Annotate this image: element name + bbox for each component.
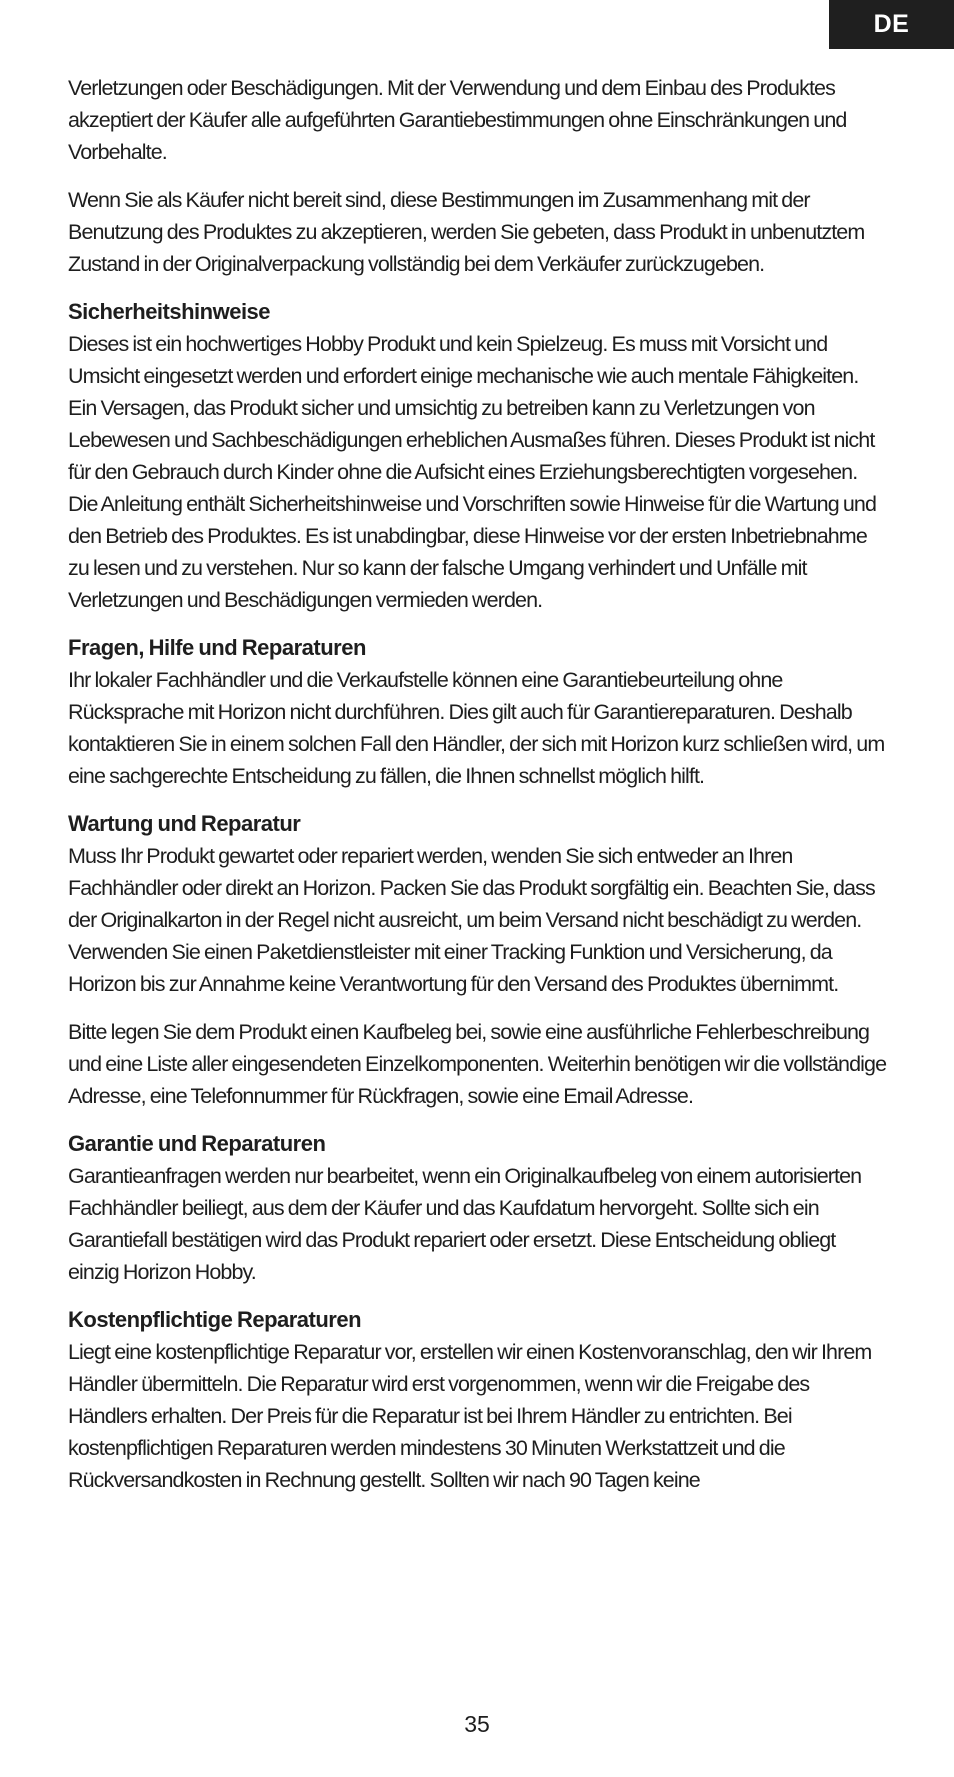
intro-paragraph-1: Verletzungen oder Beschädigungen. Mit der Verwendung und dem Einbau des Produktes akzeptiert der Käufer alle aufgeführten Garantiebestimmungen ohne Einschränkungen und Vorbehalte. (68, 76, 847, 164)
intro-paragraph-2: Wenn Sie als Käufer nicht bereit sind, diese Bestimmungen im Zusammenhang mit der Benutzung des Produktes zu akzeptieren, werden Sie gebeten, dass Produkt in unbenutztem Zustand in der Originalverpackung vollständig bei dem Verkäufer zurückzugeben. (68, 188, 865, 276)
section-heading-garantie-reparaturen: Garantie und Reparaturen (68, 1131, 326, 1156)
section-paragraph: Ihr lokaler Fachhändler und die Verkaufstelle können eine Garantiebeurteilung ohne Rücksprache mit Horizon nicht durchführen. Dies gilt auch für Garantiereparaturen. Deshalb kontaktieren Sie in einem solchen Fall den Händler, der sich mit Horizon kurz schließen wird, um eine sachgerechte Entscheidung zu fällen, die Ihnen schnellst möglich hilft. (68, 668, 885, 788)
section-heading-sicherheitshinweise: Sicherheitshinweise (68, 299, 271, 324)
section-paragraph: Garantieanfragen werden nur bearbeitet, wenn ein Originalkaufbeleg von einem autorisierten Fachhändler beiliegt, aus dem der Käufer und das Kaufdatum hervorgeht. Sollte sich ein Garantiefall bestätigen wird das Produkt repariert oder ersetzt. Diese Entscheidung obliegt einzig Horizon Hobby. (68, 1164, 862, 1284)
section-paragraph: Bitte legen Sie dem Produkt einen Kaufbeleg bei, sowie eine ausführliche Fehlerbeschreibung und eine Liste aller eingesendeten Einzelkomponenten. Weiterhin benötigen wir die vollständige Adresse, eine Telefonnummer für Rückfragen, sowie eine Email Adresse. (68, 1020, 887, 1108)
section-heading-kostenpflichtige-reparaturen: Kostenpflichtige Reparaturen (68, 1307, 362, 1332)
section-heading-fragen-hilfe: Fragen, Hilfe und Reparaturen (68, 635, 366, 660)
page-number: 35 (464, 1711, 490, 1737)
language-tab: DE (829, 0, 954, 49)
section-paragraph: Muss Ihr Produkt gewartet oder repariert werden, wenden Sie sich entweder an Ihren Fachhändler oder direkt an Horizon. Packen Sie das Produkt sorgfältig ein. Beachten Sie, dass der Originalkarton in der Regel nicht ausreicht, um beim Versand nicht beschädigt zu werden. Verwenden Sie einen Paketdienstleister mit einer Tracking Funktion und Versicherung, da Horizon bis zur Annahme keine Verantwortung für den Versand des Produktes übernimmt. (68, 844, 875, 996)
document-body (68, 72, 890, 1512)
section-paragraph: Liegt eine kostenpflichtige Reparatur vor, erstellen wir einen Kostenvoranschlag, den wir Ihrem Händler übermitteln. Die Reparatur wird erst vorgenommen, wenn wir die Freigabe des Händlers erhalten. Der Preis für die Reparatur ist bei Ihrem Händler zu entrichten. Bei kostenpflichtigen Reparaturen werden mindestens 30 Minuten Werkstattzeit und die Rückversandkosten in Rechnung gestellt. Sollten wir nach 90 Tagen keine (68, 1340, 872, 1492)
section-paragraph: Dieses ist ein hochwertiges Hobby Produkt und kein Spielzeug. Es muss mit Vorsicht und Umsicht eingesetzt werden und erfordert einige mechanische wie auch mentale Fähigkeiten. Ein Versagen, das Produkt sicher und umsichtig zu betreiben kann zu Verletzungen von Lebewesen und Sachbeschädigungen erheblichen Ausmaßes führen. Dieses Produkt ist nicht für den Gebrauch durch Kinder ohne die Aufsicht eines Erziehungsberechtigten vorgesehen. Die Anleitung enthält Sicherheitshinweise und Vorschriften sowie Hinweise für die Wartung und den Betrieb des Produktes. Es ist unabdingbar, diese Hinweise vor der ersten Inbetriebnahme zu lesen und zu verstehen. Nur so kann der falsche Umgang verhindert und Unfälle mit Verletzungen und Beschädigungen vermieden werden. (68, 332, 877, 612)
section-heading-wartung-reparatur: Wartung und Reparatur (68, 811, 301, 836)
